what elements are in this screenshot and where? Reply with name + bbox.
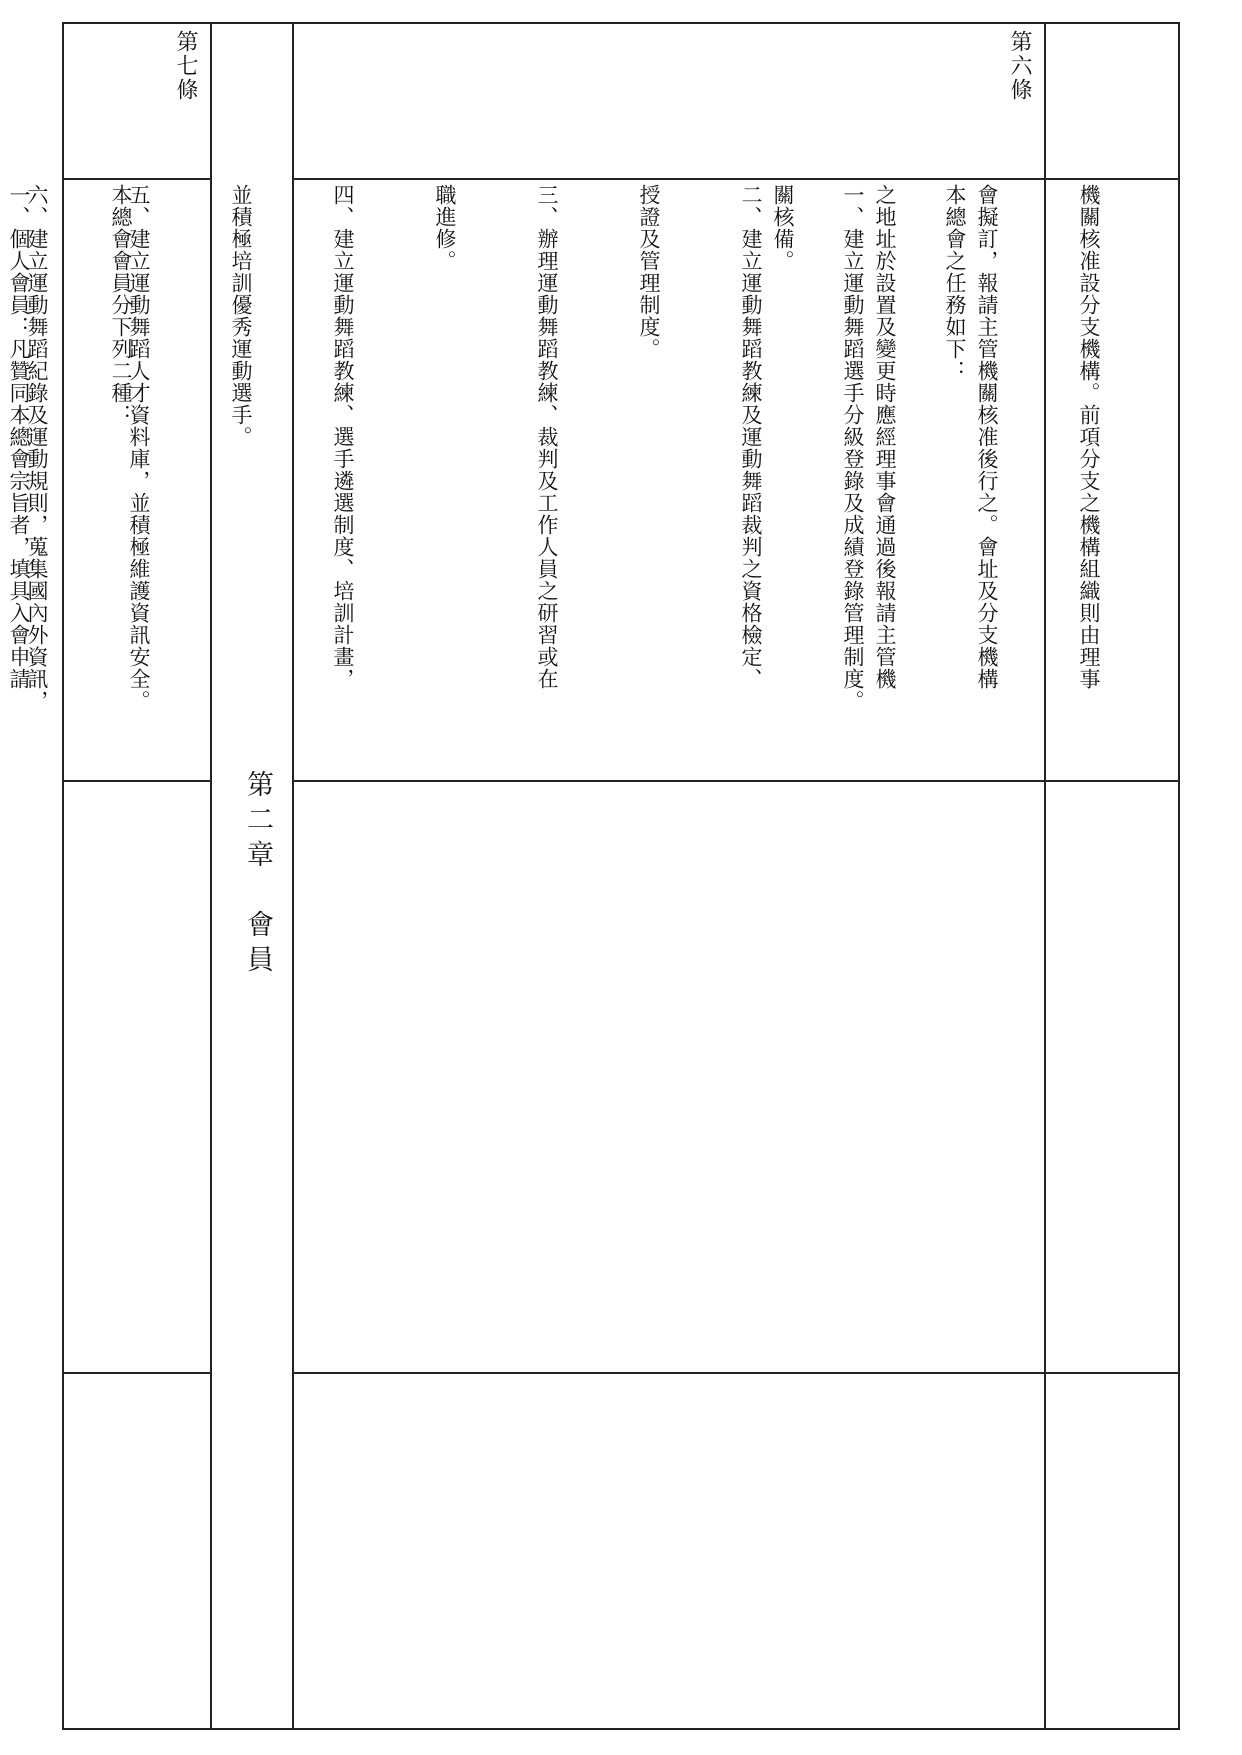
table-border-bottom <box>62 1728 1180 1730</box>
chapter-heading: 第二章 會員 <box>242 770 273 980</box>
text-line: 一、個人會員：凡贊同本總會宗旨者，填具入會申請 <box>7 184 31 690</box>
text-line: 本總會之任務如下： <box>943 184 967 382</box>
text-line: 五、建立運動舞蹈人才資料庫，並積極維護資訊安全。 <box>127 184 151 712</box>
text-line: 一、建立運動舞蹈選手分級登錄及成績登錄管理制度。 <box>841 184 865 712</box>
text-line: 三、辦理運動舞蹈教練、裁判及工作人員之研習或在 <box>535 184 559 690</box>
table-border-right <box>1178 22 1180 1730</box>
text-line: 關核備。 <box>771 184 795 272</box>
text-line: 之地址於設置及變更時應經理事會通過後報請主管機 <box>873 184 897 690</box>
text-line: 並積極培訓優秀運動選手。 <box>229 184 253 448</box>
row-divider <box>292 1372 1180 1374</box>
row-divider <box>62 1372 212 1374</box>
row-divider <box>292 178 1180 180</box>
text-line: 機關核准設分支機構。前項分支之機構組織則由理事 <box>1077 184 1101 690</box>
text-line: 會擬訂，報請主管機關核准後行之。會址及分支機構 <box>975 184 999 690</box>
row-divider <box>292 780 1180 782</box>
row-divider <box>62 178 212 180</box>
table-border-top <box>62 22 1180 24</box>
row-divider <box>62 780 212 782</box>
text-line: 二、建立運動舞蹈教練及運動舞蹈裁判之資格檢定、 <box>739 184 763 690</box>
article-label-7: 第七條 <box>173 30 198 102</box>
text-line: 四、建立運動舞蹈教練、選手遴選制度、培訓計畫， <box>331 184 355 690</box>
text-line: 授證及管理制度。 <box>637 184 661 360</box>
text-line: 本總會會員分下列二種： <box>109 184 133 426</box>
article-label-6: 第六條 <box>1007 30 1032 102</box>
text-line: 職進修。 <box>433 184 457 272</box>
text-line: 六、建立運動舞蹈紀錄及運動規則，蒐集國內外資訊， <box>25 184 49 712</box>
